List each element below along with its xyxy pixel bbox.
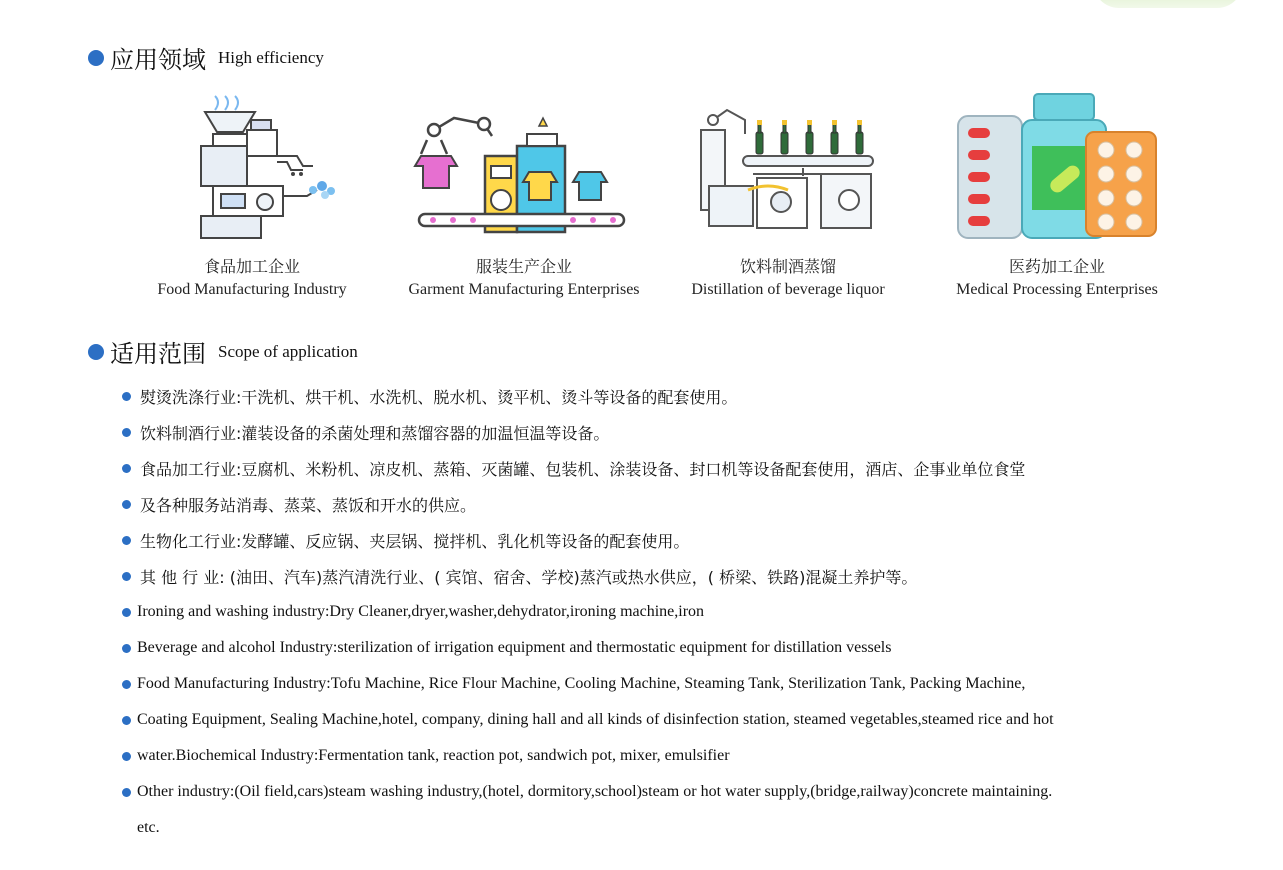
industry-card-medical xyxy=(922,90,1192,299)
list-item: Other industry:(Oil field,cars)steam washing industry,(hotel, dormitory,school)steam or hot water supply,(bridge,railway)concrete maintaining. xyxy=(122,774,1054,810)
bullet-icon xyxy=(122,644,131,653)
industry-name-en: Medical Processing Enterprises xyxy=(956,281,1158,298)
industry-name-en: Distillation of beverage liquor xyxy=(691,281,885,298)
bullet-icon xyxy=(122,464,131,473)
section-header-application xyxy=(88,40,324,75)
bullet-icon xyxy=(88,50,104,66)
bullet-icon xyxy=(122,536,131,545)
section-title-en: High efficiency xyxy=(218,47,324,67)
list-item: 及各种服务站消毒、蒸菜、蒸饭和开水的供应。 xyxy=(122,486,1025,522)
industry-card-food xyxy=(117,90,387,299)
industry-name-en: Garment Manufacturing Enterprises xyxy=(408,281,640,298)
bullet-icon xyxy=(122,392,131,401)
list-item: Food Manufacturing Industry:Tofu Machine, Rice Flour Machine, Cooling Machine, Steaming Tank, Sterilization Tank, Packing Machine, xyxy=(122,666,1054,702)
industry-name-cn: 医药加工企业 xyxy=(1008,257,1105,276)
scope-list-en xyxy=(122,594,1054,846)
list-item-continuation: etc. xyxy=(137,819,160,836)
list-item: Coating Equipment, Sealing Machine,hotel, company, dining hall and all kinds of disinfection station, steamed vegetables,steamed rice and hot xyxy=(122,702,1054,738)
industry-name-cn: 食品加工企业 xyxy=(203,257,300,276)
bullet-icon xyxy=(122,788,131,797)
bullet-icon xyxy=(122,716,131,725)
list-item: 饮料制酒行业:灌装设备的杀菌处理和蒸馏容器的加温恒温等设备。 xyxy=(122,414,1025,450)
list-item: 熨烫洗涤行业:干洗机、烘干机、水洗机、脱水机、烫平机、烫斗等设备的配套使用。 xyxy=(122,378,1025,414)
bullet-icon xyxy=(122,680,131,689)
industry-name-en: Food Manufacturing Industry xyxy=(157,281,347,298)
section-title-en: Scope of application xyxy=(218,341,358,361)
list-item: Ironing and washing industry:Dry Cleaner,dryer,washer,dehydrator,ironing machine,iron xyxy=(122,594,1054,630)
industry-name-cn: 饮料制酒蒸馏 xyxy=(739,257,836,276)
industry-name-cn: 服装生产企业 xyxy=(475,257,572,276)
bullet-icon xyxy=(122,752,131,761)
bullet-icon xyxy=(122,428,131,437)
section-title-cn: 应用领域 xyxy=(110,46,206,74)
list-item: water.Biochemical Industry:Fermentation tank, reaction pot, sandwich pot, mixer, emulsifier xyxy=(122,738,1054,774)
garment-factory-icon xyxy=(389,90,659,250)
industry-card-garment xyxy=(389,90,659,299)
list-item: 生物化工行业:发酵罐、反应锅、夹层锅、搅拌机、乳化机等设备的配套使用。 xyxy=(122,522,1025,558)
bullet-icon xyxy=(122,608,131,617)
food-machine-icon xyxy=(117,90,387,250)
list-item: 其 他 行 业: (油田、汽车)蒸汽清洗行业、( 宾馆、宿舍、学校)蒸汽或热水供应，( 桥梁、铁路)混凝土养护等。 xyxy=(122,558,1025,594)
section-header-scope xyxy=(88,334,358,369)
section-title-cn: 适用范围 xyxy=(110,340,206,368)
bottling-line-icon xyxy=(653,90,923,250)
list-item: 食品加工行业:豆腐机、米粉机、凉皮机、蒸箱、灭菌罐、包装机、涂装设备、封口机等设备配套使用，酒店、企事业单位食堂 xyxy=(122,450,1025,486)
bullet-icon xyxy=(122,572,131,581)
scope-list-cn xyxy=(122,378,1025,594)
industry-card-distillation xyxy=(653,90,923,299)
medicine-icon xyxy=(922,90,1192,250)
list-item: Beverage and alcohol Industry:sterilization of irrigation equipment and thermostatic equipment for distillation vessels xyxy=(122,630,1054,666)
bullet-icon xyxy=(122,500,131,509)
leaf-decoration xyxy=(1093,0,1243,8)
bullet-icon xyxy=(88,344,104,360)
